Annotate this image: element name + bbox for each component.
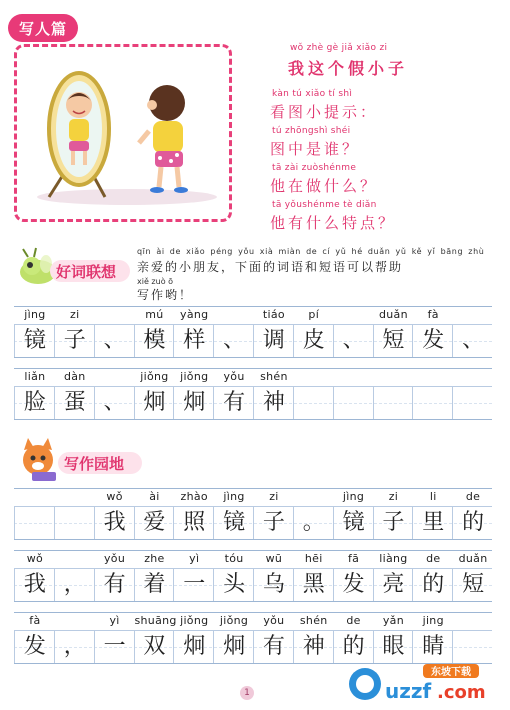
cell-character: 。	[302, 510, 325, 535]
prompt-line-2-pinyin: tú zhōngshì shéi	[272, 126, 351, 136]
cell-pinyin: yì	[109, 614, 120, 627]
grid-cell	[173, 370, 214, 419]
grid-cell	[452, 552, 493, 601]
grid-row	[14, 550, 492, 602]
grid-cell	[373, 552, 414, 601]
grid-cell	[253, 370, 294, 419]
cell-character: 发	[23, 634, 46, 659]
cell-character: 调	[262, 328, 285, 353]
grid-cell	[173, 614, 214, 663]
cell-pinyin: zhe	[144, 552, 165, 565]
cell-pinyin: yǒu	[223, 370, 245, 383]
cell-pinyin: fà	[427, 308, 439, 321]
grid-cell	[213, 325, 254, 357]
prompt-line-1: 看图小提示：	[270, 103, 379, 121]
grid-cell	[253, 614, 294, 663]
uzzf-logo-icon	[345, 660, 505, 704]
cell-pinyin: tiáo	[262, 308, 285, 321]
cell-character: 一	[183, 572, 206, 597]
cell-pinyin: li	[429, 490, 437, 503]
mirror-girl-illustration	[17, 47, 229, 219]
grid-cell	[293, 507, 334, 539]
grid-cell	[293, 614, 334, 663]
word-section-title: 好词联想	[56, 263, 117, 281]
grid-cell	[94, 387, 135, 419]
cell-pinyin: jìng	[24, 308, 46, 321]
grid-cell	[134, 490, 175, 539]
intro-text: 亲爱的小朋友，下面的词语和短语可以帮助	[137, 260, 404, 274]
cell-pinyin: de	[346, 614, 361, 627]
cell-character: 黑	[302, 572, 325, 597]
cell-pinyin: wū	[265, 552, 283, 565]
cell-character: 蛋	[63, 390, 86, 415]
grid-cell	[373, 614, 414, 663]
page-number: 1	[240, 686, 254, 700]
grid-cell	[14, 308, 55, 357]
grid-cell	[333, 325, 374, 357]
cell-pinyin: tóu	[224, 552, 244, 565]
intro-text-2: 写作哟！	[137, 288, 194, 302]
cell-character: 镜	[223, 510, 246, 535]
cell-character: 我	[103, 510, 126, 535]
cell-pinyin: shuāng	[134, 614, 177, 627]
cell-pinyin: zi	[70, 308, 80, 321]
cell-pinyin: jiǒng	[180, 370, 209, 383]
grid-cell	[94, 614, 135, 663]
grid-row	[14, 488, 492, 540]
intro-pinyin: qīn ài de xiǎo péng yǒu xià miàn de cí yǔ hé duǎn yǔ kě yǐ bāng zhù	[137, 247, 485, 256]
grid-row	[14, 612, 492, 664]
grid-cell	[412, 308, 453, 357]
grid-cell	[173, 308, 214, 357]
grid-cell	[412, 552, 453, 601]
cell-pinyin: shén	[260, 370, 288, 383]
grid-cell	[253, 308, 294, 357]
cell-character: 镜	[23, 328, 46, 353]
cell-character: 、	[342, 328, 365, 353]
cell-pinyin: fà	[29, 614, 41, 627]
cell-character	[55, 507, 95, 539]
cell-character: ，	[63, 572, 86, 597]
cell-pinyin: jiǒng	[180, 614, 209, 627]
cell-character: 头	[223, 572, 246, 597]
grid-cell	[452, 631, 493, 663]
prompt-line-3-pinyin: tā zài zuòshénme	[272, 163, 357, 173]
cell-character: 、	[223, 328, 246, 353]
cell-character: 着	[143, 572, 166, 597]
grid-cell	[94, 490, 135, 539]
cell-character	[294, 387, 334, 419]
cell-character: 炯	[143, 390, 166, 415]
cell-pinyin: wǒ	[26, 552, 44, 565]
prompt-line-4: 他有什么特点？	[270, 214, 397, 232]
cell-character: 有	[103, 572, 126, 597]
grid-cell	[412, 387, 453, 419]
cell-pinyin: liǎn	[24, 370, 46, 383]
grid-cell	[213, 552, 254, 601]
cell-character: 发	[342, 572, 365, 597]
cell-pinyin: de	[465, 490, 481, 503]
cell-character: 子	[382, 510, 405, 535]
grid-row	[14, 368, 492, 420]
grid-cell	[333, 614, 374, 663]
grid-cell	[412, 490, 453, 539]
section-badge	[8, 14, 78, 42]
cell-pinyin: yǒu	[263, 614, 285, 627]
grid-cell	[134, 308, 175, 357]
grid-cell	[173, 552, 214, 601]
cell-character: 、	[462, 328, 485, 353]
cell-character: 一	[103, 634, 126, 659]
cell-pinyin: jìng	[342, 490, 365, 503]
illustration-frame	[14, 44, 232, 222]
cell-pinyin: hēi	[304, 552, 323, 565]
cell-character: 子	[262, 510, 285, 535]
cell-character: 的	[462, 510, 485, 535]
grid-cell	[213, 370, 254, 419]
cell-character: 的	[342, 634, 365, 659]
grid-cell	[14, 552, 55, 601]
grid-cell	[412, 614, 453, 663]
grid-cell	[333, 387, 374, 419]
cell-character: ，	[63, 634, 86, 659]
grid-row	[14, 306, 492, 358]
cell-pinyin: duǎn	[458, 552, 488, 565]
write-grid	[14, 488, 492, 664]
grid-cell	[134, 552, 175, 601]
prompt-line-4-pinyin: tā yǒushénme tè diǎn	[272, 200, 377, 210]
cell-pinyin: yǎn	[382, 614, 404, 627]
grid-cell	[173, 490, 214, 539]
cell-character: 双	[143, 634, 166, 659]
prompt-line-3: 他在做什么？	[270, 177, 379, 195]
cell-character: 短	[382, 328, 405, 353]
svg-text:东坡下载: 东坡下载	[431, 667, 471, 678]
grid-cell	[373, 490, 414, 539]
cell-character: 亮	[382, 572, 405, 597]
grid-cell	[293, 552, 334, 601]
cell-character: 乌	[262, 572, 285, 597]
cell-pinyin: zhào	[180, 490, 208, 503]
cell-pinyin: de	[426, 552, 441, 565]
cell-character: 样	[183, 328, 206, 353]
intro-pinyin-2: xiě zuò ō	[137, 277, 174, 286]
cell-character	[413, 387, 453, 419]
cell-character: 皮	[302, 328, 325, 353]
cell-character: 、	[103, 390, 126, 415]
cell-character	[374, 387, 414, 419]
cell-character: 神	[262, 390, 285, 415]
write-section-title: 写作园地	[64, 455, 125, 473]
cell-character: 脸	[23, 390, 46, 415]
grid-cell	[293, 387, 334, 419]
cell-pinyin: jiǒng	[140, 370, 169, 383]
cell-character: 的	[422, 572, 445, 597]
cell-character	[334, 387, 374, 419]
grid-cell	[333, 552, 374, 601]
cell-pinyin: zi	[388, 490, 399, 503]
cell-pinyin: ài	[149, 490, 160, 503]
cell-character: 炯	[183, 634, 206, 659]
watermark-logo	[345, 660, 505, 704]
cell-character: 我	[23, 572, 46, 597]
cell-character: 模	[143, 328, 166, 353]
grid-cell	[54, 370, 95, 419]
cell-character: 子	[63, 328, 86, 353]
grid-cell	[452, 490, 493, 539]
cell-character: 里	[422, 510, 445, 535]
grid-cell	[253, 490, 294, 539]
title-pinyin: wǒ zhè gè jiǎ xiǎo zi	[290, 43, 388, 53]
cell-pinyin: dàn	[63, 370, 86, 383]
prompt-line-2: 图中是谁？	[270, 140, 361, 158]
grid-cell	[134, 370, 175, 419]
grid-cell	[253, 552, 294, 601]
grid-cell	[134, 614, 177, 663]
grid-cell	[213, 490, 254, 539]
cell-pinyin: pí	[308, 308, 320, 321]
grid-cell	[54, 631, 95, 663]
cell-character: 爱	[143, 510, 166, 535]
grid-cell	[293, 308, 334, 357]
cell-character: 眼	[382, 634, 405, 659]
cell-character	[453, 387, 493, 419]
section-badge-label: 写人篇	[18, 19, 67, 38]
cell-pinyin: jiǒng	[219, 614, 249, 627]
cell-character: 神	[302, 634, 325, 659]
grid-cell	[213, 614, 254, 663]
cell-character	[453, 631, 493, 663]
cell-pinyin: duǎn	[378, 308, 408, 321]
cell-pinyin: mú	[145, 308, 164, 321]
cell-character	[15, 507, 55, 539]
cell-pinyin: yàng	[180, 308, 209, 321]
grid-cell	[452, 387, 493, 419]
cell-character: 、	[103, 328, 126, 353]
cell-character: 镜	[342, 510, 365, 535]
grid-cell	[54, 569, 95, 601]
grid-cell	[94, 325, 135, 357]
grid-cell	[333, 490, 374, 539]
cell-character: 短	[462, 572, 485, 597]
fox-mascot-icon	[14, 438, 64, 482]
cell-character: 炯	[183, 390, 206, 415]
grid-cell	[373, 387, 414, 419]
cell-pinyin: yì	[189, 552, 200, 565]
cell-character: 睛	[422, 634, 445, 659]
cell-character: 有	[223, 390, 246, 415]
grid-cell	[14, 370, 55, 419]
grid-cell	[14, 614, 55, 663]
cell-pinyin: zi	[269, 490, 279, 503]
svg-text:.com: .com	[437, 682, 486, 703]
cell-pinyin: fā	[347, 552, 360, 565]
grid-cell	[14, 507, 55, 539]
cell-pinyin: wǒ	[106, 490, 123, 503]
cell-character: 有	[262, 634, 285, 659]
cell-pinyin: yǒu	[104, 552, 126, 565]
cell-character: 发	[422, 328, 445, 353]
cell-pinyin: liàng	[379, 552, 408, 565]
word-grid	[14, 306, 492, 420]
composition-title: 我这个假小子	[288, 59, 409, 78]
grid-cell	[452, 325, 493, 357]
cell-pinyin: shén	[299, 614, 328, 627]
cell-pinyin: jing	[422, 614, 444, 627]
prompt-line-1-pinyin: kàn tú xiǎo tí shì	[272, 89, 353, 99]
cell-character: 炯	[223, 634, 246, 659]
grid-cell	[94, 552, 135, 601]
grid-cell	[54, 507, 95, 539]
grid-cell	[54, 308, 95, 357]
grid-cell	[373, 308, 414, 357]
cell-pinyin: jìng	[223, 490, 245, 503]
cell-character: 照	[183, 510, 206, 535]
svg-text:uzzf: uzzf	[385, 679, 432, 703]
